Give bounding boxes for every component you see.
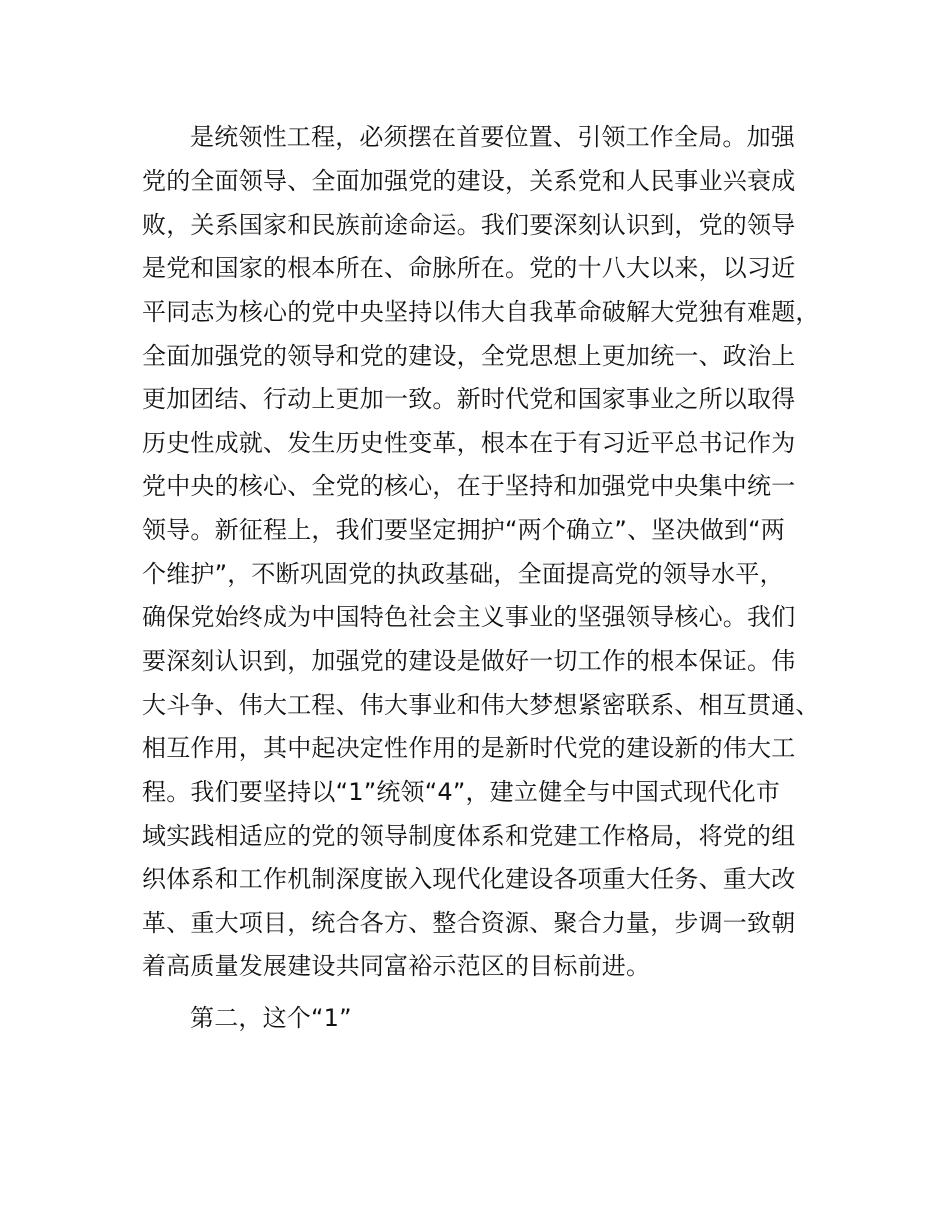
text-line: 确保党始终成为中国特色社会主义事业的坚强领导核心。我们	[142, 603, 796, 631]
text-line: 织体系和工作机制深度嵌入现代化建设各项重大任务、重大改	[142, 865, 796, 893]
text-line: 更加团结、行动上更加一致。新时代党和国家事业之所以取得	[142, 385, 796, 413]
text-line: 要深刻认识到，加强党的建设是做好一切工作的根本保证。伟	[142, 647, 796, 675]
second-paragraph-start: 第二，这个“1”	[190, 1004, 352, 1032]
text-line: 历史性成就、发生历史性变革，根本在于有习近平总书记作为	[142, 429, 796, 457]
text-line: 是党和国家的根本所在、命脉所在。党的十八大以来，以习近	[142, 254, 796, 282]
text-line: 程。我们要坚持以“1”统领“4”，建立健全与中国式现代化市	[142, 778, 781, 806]
text-line: 平同志为核心的党中央坚持以伟大自我革命破解大党独有难题，	[142, 298, 820, 326]
text-line: 个维护”，不断巩固党的执政基础，全面提高党的领导水平，	[142, 560, 784, 588]
text-line: 败，关系国家和民族前途命运。我们要深刻认识到，党的领导	[142, 211, 796, 239]
text-line: 革、重大项目，统合各方、整合资源、聚合力量，步调一致朝	[142, 909, 796, 937]
text-line: 是统领性工程，必须摆在首要位置、引领工作全局。加强	[190, 123, 795, 151]
text-line: 党中央的核心、全党的核心，在于坚持和加强党中央集中统一	[142, 472, 796, 500]
text-line: 全面加强党的领导和党的建设，全党思想上更加统一、政治上	[142, 342, 796, 370]
text-line: 着高质量发展建设共同富裕示范区的目标前进。	[142, 952, 651, 980]
text-line: 领导。新征程上，我们要坚定拥护“两个确立”、坚决做到“两	[142, 516, 785, 544]
text-line: 大斗争、伟大工程、伟大事业和伟大梦想紧密联系、相互贯通、	[142, 691, 820, 719]
text-line: 党的全面领导、全面加强党的建设，关系党和人民事业兴衰成	[142, 167, 796, 195]
text-line: 域实践相适应的党的领导制度体系和党建工作格局，将党的组	[142, 822, 796, 850]
text-line: 相互作用，其中起决定性作用的是新时代党的建设新的伟大工	[142, 734, 796, 762]
